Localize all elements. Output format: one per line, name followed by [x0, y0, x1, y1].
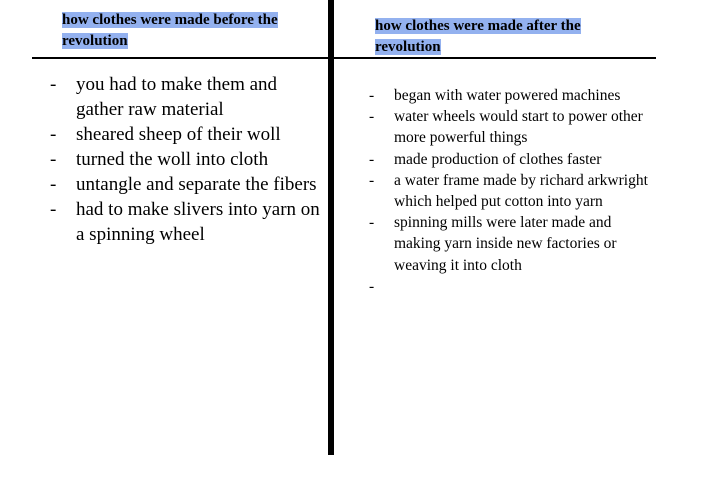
bullet-dash: - — [369, 87, 375, 104]
right-column-heading: how clothes were made after the revolution — [375, 18, 581, 55]
list-item: - spinning mills were later made and making yarn inside new factories or weaving it into cloth — [369, 214, 617, 274]
list-item: - you had to make them and gather raw material — [50, 74, 278, 120]
bullet-dash: - — [50, 124, 57, 145]
left-bullet-list — [50, 72, 320, 247]
list-item: - untangle and separate the fibers — [50, 174, 317, 195]
list-item: - began with water powered machines — [369, 85, 659, 106]
bullet-dash: - — [369, 150, 375, 168]
bullet-dash: - — [50, 174, 57, 195]
bullet-dash: - — [50, 199, 57, 220]
bullet-dash: - — [50, 149, 57, 170]
right-bullet-list — [369, 85, 659, 295]
bullet-dash: - — [369, 171, 375, 189]
list-item: - had to make slivers into yarn on a spinning wheel — [50, 199, 320, 245]
list-item: - made production of clothes faster — [369, 149, 659, 170]
bullet-dash: - — [369, 108, 375, 126]
list-item: - water wheels would start to power other more powerful things — [369, 108, 643, 147]
bullet-dash: - — [50, 74, 57, 95]
list-item: - a water frame made by richard arkwright which helped put cotton into yarn — [369, 171, 648, 211]
left-heading-rule — [32, 57, 330, 59]
list-item — [369, 276, 659, 295]
left-column-heading: how clothes were made before the revolution — [62, 12, 278, 49]
right-heading-rule — [334, 57, 656, 59]
bullet-dash: - — [369, 214, 375, 232]
column-divider — [328, 0, 334, 455]
bullet-dash: - — [369, 277, 375, 295]
list-item: - turned the woll into cloth — [50, 149, 269, 170]
list-item: - sheared sheep of their woll — [50, 124, 281, 145]
